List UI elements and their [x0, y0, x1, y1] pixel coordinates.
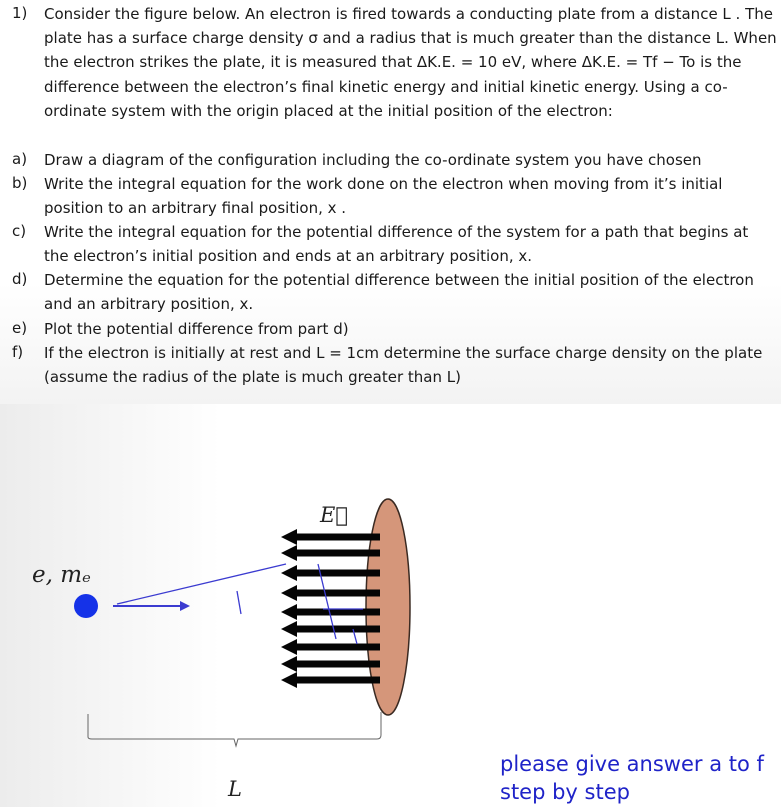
- distance-label: L: [228, 777, 242, 801]
- part-label: e): [12, 319, 28, 337]
- request-line: step by step: [500, 780, 630, 804]
- part-text: Plot the potential difference from part d): [44, 320, 349, 338]
- electron-plate-figure: [0, 404, 490, 807]
- electron-label: e, mₑ: [32, 562, 91, 588]
- figure-svg: [0, 404, 490, 807]
- field-arrow: [281, 672, 380, 688]
- part-text: Draw a diagram of the configuration including the co-ordinate system you have chosen: [44, 151, 702, 169]
- part-text: Write the integral equation for the work done on the electron when moving from it’s initial: [44, 175, 723, 193]
- electron-dot: [74, 594, 98, 618]
- field-arrow: [281, 565, 380, 581]
- intro-line: Consider the figure below. An electron is fired towards a conducting plate from a distance L . The: [44, 5, 773, 23]
- field-label: E⃗: [320, 503, 348, 527]
- part-label: b): [12, 174, 28, 192]
- part-text: and an arbitrary position, x.: [44, 295, 254, 313]
- part-text: Write the integral equation for the potential difference of the system for a path that begins at: [44, 223, 749, 241]
- part-text: position to an arbitrary final position, x .: [44, 199, 347, 217]
- intro-line: ordinate system with the origin placed at the initial position of the electron:: [44, 102, 613, 120]
- field-arrow: [281, 545, 380, 561]
- part-label: d): [12, 270, 28, 288]
- problem-number: 1): [12, 4, 28, 22]
- part-label: a): [12, 150, 28, 168]
- part-text: (assume the radius of the plate is much greater than L): [44, 368, 461, 386]
- annotation-line: [117, 564, 286, 604]
- part-text: Determine the equation for the potential difference between the initial position of the electron: [44, 271, 754, 289]
- annotation-tick: [237, 591, 241, 614]
- part-text: If the electron is initially at rest and L = 1cm determine the surface charge density on the plate: [44, 344, 763, 362]
- help-request-note: [500, 750, 775, 806]
- part-label: c): [12, 222, 27, 240]
- intro-line: plate has a surface charge density σ and a radius that is much greater than the distance L. When: [44, 29, 777, 47]
- field-arrow: [281, 529, 380, 545]
- field-arrow: [281, 585, 380, 601]
- intro-line: difference between the electron’s final kinetic energy and initial kinetic energy. Using a co-: [44, 78, 728, 96]
- intro-line: the electron strikes the plate, it is measured that ΔK.E. = 10 eV, where ΔK.E. = Tf − To is the: [44, 53, 742, 71]
- field-arrow: [281, 656, 380, 672]
- request-line: please give answer a to f: [500, 752, 764, 776]
- part-text: the electron’s initial position and ends at an arbitrary position, x.: [44, 247, 533, 265]
- field-arrow: [281, 639, 380, 655]
- field-arrow: [281, 621, 380, 637]
- distance-brace: [88, 712, 381, 746]
- part-label: f): [12, 343, 24, 361]
